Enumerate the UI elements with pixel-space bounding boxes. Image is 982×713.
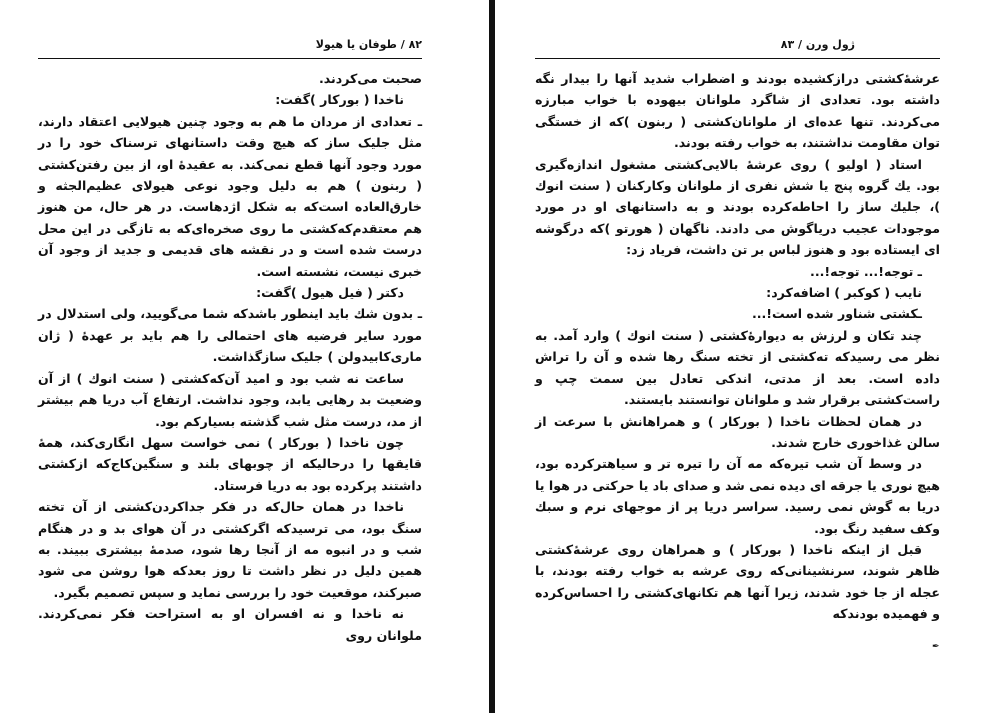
left-paragraph: ناخدا در همان حال‌که در فکر جدا‌کردن‌کشتی از آن تخته سنگ بود، می ترسید‌که اگر‌کشتی در آن هوای بد و در هنگام شب و در انبوه مه از آنجا رها شود، صدمهٔ بیشتری ببیند. به همین دلیل در نظر داشت تا روز بعد‌که هوا روشن می شود صبر‌کند، موقعیت خود را بررسی نماید و سپس تصمیم بگیرد. (38, 499, 422, 600)
right-paragraph: در وسط آن شب تیره‌که مه آن را تیره تر و سیاهتر‌کرده بود، هیچ نوری یا جرقه ای دیده نمی شد و صدای باد یا حرکتی در هوا یا دریا به گوش نمی رسید. سراسر دریا پر از موجهای نرم و سبك و‌کف سفید رنگ بود. (535, 456, 940, 536)
right-paragraph: ـکشتی شناور شده است!... (751, 306, 922, 322)
left-paragraph: ساعت نه شب بود و امید آن‌که‌کشتی ( سنت انوك ) از آن وضعیت بد رهایی یابد، وجود نداشت. ارتفاع آب دریا هم بیشتر از مد، درست مثل شب گذشته بسیار‌کم بود. (38, 370, 422, 429)
right-paragraph: قبل از اینکه ناخدا ( بورکار ) و همراهان روی عرشهٔ‌کشتی ظاهر شوند، سرنشینانی‌که روی عرشه به خواب رفته بودند، با عجله از جا خود شدند، زیرا آنها هم تکانهای‌کشتی را احساس‌کرده و فهمیده بودند‌که (535, 541, 940, 622)
left-paragraph: دکتر ( فیل هیول )گفت: (256, 285, 404, 301)
right-paragraph: عرشهٔ‌کشتی درازکشیده بودند و اضطراب شدید آنها را بیدار نگه داشته بود. تعدادی از شاگرد ملوانان بیهوده با خواب مبارزه می‌کردند. تنها عده‌ای از ملوانان‌کشتی ( ربنون )‌که از خستگی توان مقاومت نداشتند، به خواب رفته بودند. (535, 71, 940, 151)
right-page-body (535, 68, 940, 625)
right-paragraph: استاد ( اولیو ) روی عرشهٔ بالایی‌کشتی مشغول اندازه‌گیری بود. یك گروه پنج یا شش نفری از ملوانان و‌کارکنان ( سنت انوك )، جلیك ساز را احاطه‌کرده بودند و به داستانهای او در مورد موجودات عجیب دریا‌گوش می دادند. ناگهان ( هورتو )‌که در‌گوشه ای ایستاده بود و هنوز لباس بر تن داشت، فریاد زد: (535, 156, 940, 258)
right-paragraph: در همان لحظات ناخدا ( بورکار ) و همراهانش با سرعت از سالن غذاخوری خارج شدند. (535, 413, 940, 450)
right-page-header: ژول ورن / ۸۳ (780, 38, 855, 51)
left-paragraph: نه ناخدا و نه افسران او به استراحت فکر نمی‌کردند. ملوانان روی (38, 606, 422, 643)
left-page-header: ۸۲ / طوفان یا هیولا (315, 38, 422, 51)
left-paragraph: صحبت می‌کردند. (318, 71, 422, 86)
right-paragraph: نایب ( کوکبر ) اضافه‌کرد: (766, 285, 922, 301)
left-page (0, 0, 489, 713)
left-page-body (38, 68, 422, 646)
left-header-rule (38, 58, 422, 59)
right-header-rule (535, 58, 940, 59)
left-paragraph: ـ تعدادی از مردان ما هم به وجود چنین هیولایی اعتقاد دارند، مثل جلیک‌ ساز که هیچ وقت داستانهای ترسناک خود را در مورد وجود آنها قطع نمی‌کند. به عقیدهٔ او، از بین رفتن‌کشتی ( ربنون ) هم به دلیل وجود نوعی هیولای عظیم‌الجثه و خارق‌العاده است‌که به شکل اژدهاست. در هر حال، من هنوز هم معتقدم‌که‌کشتی ما روی صخره‌ای‌که به تازگی در این محل درست شده است و در نقشه های قدیمی و جدید از وجود آن خبری نیست، نشسته است. (38, 113, 422, 279)
left-paragraph: ـ بدون شك باید اینطور باشد‌که شما می‌گویید، ولی استدلال در مورد سایر فرضیه های احتمالی را هم باید بر عهدهٔ ( ژان ماری‌کابیدولن ) جلیک ساز‌گذاشت. (38, 306, 422, 365)
right-paragraph: ـ توجه!... توجه!... (810, 263, 922, 279)
left-paragraph: ناخدا ( بورکار )گفت: (275, 92, 404, 108)
margin-mark-icon: ✒ (932, 642, 940, 652)
left-paragraph: چون ناخدا ( بورکار ) نمی خواست سهل انگاری‌کند، همهٔ قایقها را درحالیکه از چوبهای بلند و سنگین‌کاج‌که ازکشتی داشتند پر‌کرده بود به دریا فرستاد. (38, 434, 422, 493)
right-paragraph: چند تکان و لرزش به دیوارهٔ‌کشتی ( سنت انوك ) وارد آمد. به نظر می رسید‌که ته‌کشتی از تخته سنگ رها شده و آن را تراش داده است. بعد از مدتی، اندکی تعادل بین سمت چپ و راست‌کشتی برقرار شد و ملوانان توانستند بایستند. (535, 327, 940, 408)
right-page (495, 0, 982, 713)
